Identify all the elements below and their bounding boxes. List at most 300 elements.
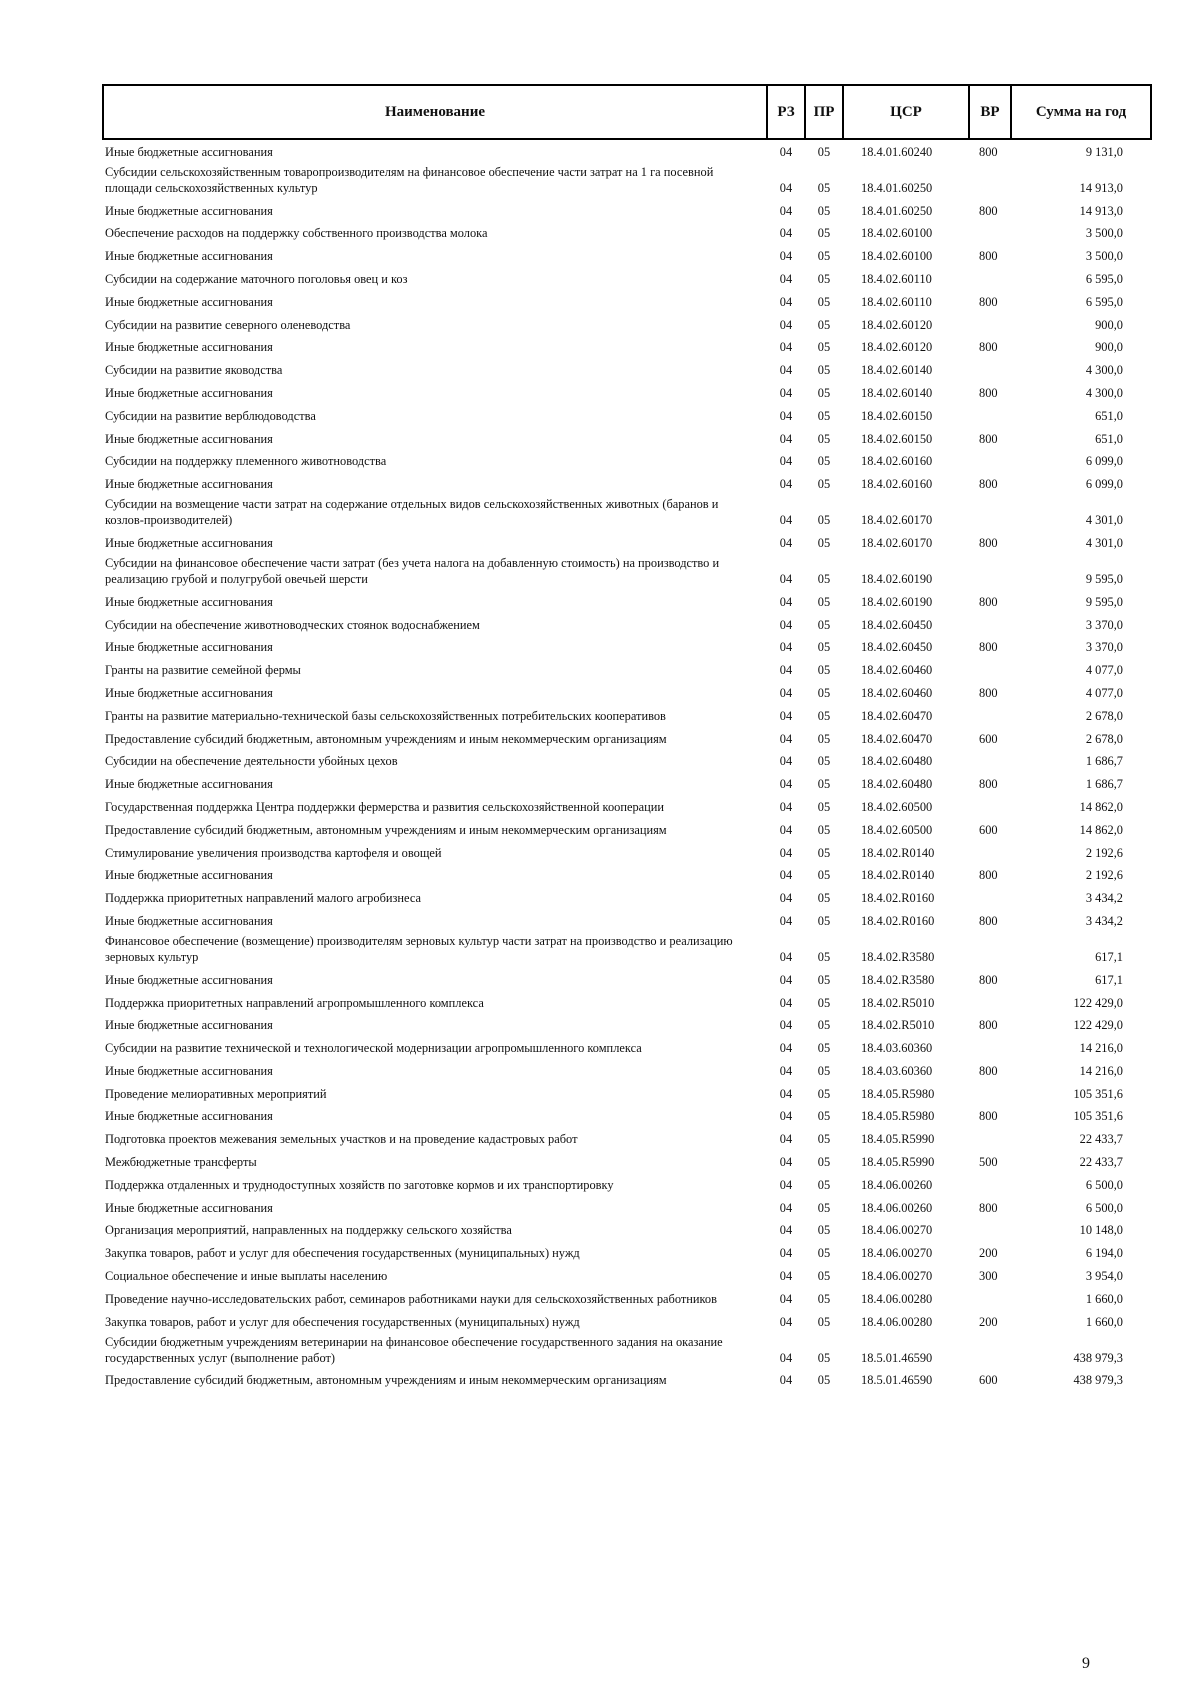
table-row <box>103 1058 1151 1081</box>
cell-pr: 05 <box>817 203 831 218</box>
cell-name: Субсидии на развитие яководства <box>105 363 283 378</box>
cell-rz: 04 <box>779 1109 793 1124</box>
cell-name: Субсидии на обеспечение деятельности убойных цехов <box>105 754 398 769</box>
cell-name: Иные бюджетные ассигнования <box>105 1018 273 1033</box>
cell-vr: 200 <box>979 1246 998 1261</box>
cell-sum: 3 434,2 <box>1085 913 1123 928</box>
cell-csr: 18.4.06.00270 <box>861 1223 933 1238</box>
cell-vr: 500 <box>979 1155 998 1170</box>
cell-name: Предоставление субсидий бюджетным, автономным учреждениям и иным некоммерческим организациям <box>105 1373 667 1388</box>
cell-name: Иные бюджетные ассигнования <box>105 385 273 400</box>
cell-name: Иные бюджетные ассигнования <box>105 685 273 700</box>
cell-name: Иные бюджетные ассигнования <box>105 868 273 883</box>
table-row <box>103 863 1151 886</box>
cell-pr: 05 <box>817 799 831 814</box>
cell-vr <box>969 312 1011 335</box>
cell-name: Закупка товаров, работ и услуг для обеспечения государственных (муниципальных) нужд <box>105 1246 580 1261</box>
cell-csr: 18.4.02.60100 <box>861 249 933 264</box>
cell-pr: 05 <box>817 1314 831 1329</box>
table-row <box>103 1172 1151 1195</box>
cell-vr <box>969 1126 1011 1149</box>
cell-sum: 9 595,0 <box>1085 594 1123 609</box>
cell-vr: 800 <box>979 594 998 609</box>
cell-csr: 18.4.02.60450 <box>861 640 933 655</box>
cell-name: Гранты на развитие материально-технической базы сельскохозяйственных потребительских кооперативов <box>105 708 666 723</box>
cell-vr: 800 <box>979 685 998 700</box>
cell-sum: 651,0 <box>1095 431 1123 446</box>
table-row <box>103 967 1151 990</box>
cell-vr <box>969 1035 1011 1058</box>
table-row <box>103 449 1151 472</box>
cell-name: Поддержка приоритетных направлений малого агробизнеса <box>105 891 421 906</box>
cell-rz: 04 <box>779 868 793 883</box>
table-row <box>103 312 1151 335</box>
cell-rz: 04 <box>779 226 793 241</box>
table-row <box>103 1309 1151 1332</box>
cell-csr: 18.4.02.R3580 <box>861 972 935 987</box>
header-vr: ВР <box>969 85 1011 139</box>
cell-pr: 05 <box>817 249 831 264</box>
cell-name: Субсидии на финансовое обеспечение части затрат (без учета налога на добавленную стоимость) на производство и реализацию грубой и полугрубой овечьей шерсти <box>105 555 720 586</box>
cell-name: Иные бюджетные ассигнования <box>105 340 273 355</box>
cell-vr: 800 <box>979 640 998 655</box>
cell-name: Предоставление субсидий бюджетным, автономным учреждениям и иным некоммерческим организациям <box>105 731 667 746</box>
cell-sum: 105 351,6 <box>1073 1109 1123 1124</box>
cell-csr: 18.4.02.60470 <box>861 708 933 723</box>
cell-csr: 18.4.06.00260 <box>861 1177 933 1192</box>
cell-vr <box>969 1172 1011 1195</box>
cell-pr: 05 <box>817 617 831 632</box>
cell-vr <box>969 357 1011 380</box>
cell-name: Закупка товаров, работ и услуг для обеспечения государственных (муниципальных) нужд <box>105 1314 580 1329</box>
cell-pr: 05 <box>817 913 831 928</box>
cell-csr: 18.4.02.60500 <box>861 799 933 814</box>
cell-vr: 800 <box>979 144 998 159</box>
cell-pr: 05 <box>817 949 831 964</box>
cell-name: Стимулирование увеличения производства картофеля и овощей <box>105 845 442 860</box>
cell-rz: 04 <box>779 640 793 655</box>
cell-rz: 04 <box>779 363 793 378</box>
cell-rz: 04 <box>779 317 793 332</box>
cell-pr: 05 <box>817 317 831 332</box>
table-row <box>103 703 1151 726</box>
cell-sum: 122 429,0 <box>1073 995 1123 1010</box>
cell-rz: 04 <box>779 385 793 400</box>
cell-sum: 6 595,0 <box>1085 271 1123 286</box>
cell-sum: 14 913,0 <box>1079 180 1123 195</box>
cell-rz: 04 <box>779 1350 793 1365</box>
cell-vr: 600 <box>979 731 998 746</box>
table-row <box>103 908 1151 931</box>
cell-sum: 122 429,0 <box>1073 1018 1123 1033</box>
cell-csr: 18.4.02.R5010 <box>861 1018 935 1033</box>
cell-csr: 18.4.02.60120 <box>861 317 933 332</box>
cell-rz: 04 <box>779 1155 793 1170</box>
cell-pr: 05 <box>817 513 831 528</box>
cell-csr: 18.4.01.60240 <box>861 144 933 159</box>
cell-csr: 18.4.05.R5980 <box>861 1086 935 1101</box>
cell-rz: 04 <box>779 845 793 860</box>
cell-csr: 18.4.06.00270 <box>861 1246 933 1261</box>
cell-name: Иные бюджетные ассигнования <box>105 535 273 550</box>
cell-csr: 18.4.02.60500 <box>861 822 933 837</box>
cell-rz: 04 <box>779 663 793 678</box>
cell-vr <box>969 885 1011 908</box>
cell-csr: 18.4.02.R3580 <box>861 949 935 964</box>
cell-pr: 05 <box>817 294 831 309</box>
cell-vr: 800 <box>979 385 998 400</box>
cell-sum: 4 301,0 <box>1085 535 1123 550</box>
table-row <box>103 657 1151 680</box>
cell-pr: 05 <box>817 1373 831 1388</box>
cell-name: Иные бюджетные ассигнования <box>105 249 273 264</box>
cell-vr: 800 <box>979 431 998 446</box>
cell-rz: 04 <box>779 1269 793 1284</box>
cell-name: Субсидии бюджетным учреждениям ветеринарии на финансовое обеспечение государственного задания на оказание государственных услуг (выполнение работ) <box>105 1334 723 1365</box>
cell-name: Иные бюджетные ассигнования <box>105 203 273 218</box>
cell-name: Иные бюджетные ассигнования <box>105 640 273 655</box>
cell-name: Организация мероприятий, направленных на поддержку сельского хозяйства <box>105 1223 512 1238</box>
cell-csr: 18.4.03.60360 <box>861 1041 933 1056</box>
cell-vr <box>969 266 1011 289</box>
cell-sum: 3 500,0 <box>1085 249 1123 264</box>
cell-csr: 18.4.02.60170 <box>861 513 933 528</box>
cell-sum: 9 131,0 <box>1085 144 1123 159</box>
cell-name: Иные бюджетные ассигнования <box>105 294 273 309</box>
table-row <box>103 749 1151 772</box>
cell-pr: 05 <box>817 685 831 700</box>
cell-vr: 800 <box>979 972 998 987</box>
header-pr: ПР <box>805 85 843 139</box>
cell-sum: 4 077,0 <box>1085 663 1123 678</box>
table-row <box>103 221 1151 244</box>
table-row <box>103 139 1151 162</box>
cell-pr: 05 <box>817 226 831 241</box>
cell-vr <box>969 657 1011 680</box>
table-row <box>103 885 1151 908</box>
cell-name: Иные бюджетные ассигнования <box>105 1109 273 1124</box>
cell-rz: 04 <box>779 891 793 906</box>
table-row <box>103 494 1151 530</box>
cell-name: Субсидии на содержание маточного поголовья овец и коз <box>105 271 408 286</box>
cell-pr: 05 <box>817 1109 831 1124</box>
cell-pr: 05 <box>817 1132 831 1147</box>
cell-rz: 04 <box>779 799 793 814</box>
cell-rz: 04 <box>779 913 793 928</box>
cell-pr: 05 <box>817 663 831 678</box>
table-row <box>103 589 1151 612</box>
cell-pr: 05 <box>817 1223 831 1238</box>
cell-pr: 05 <box>817 1063 831 1078</box>
table-row <box>103 635 1151 658</box>
cell-vr <box>969 494 1011 530</box>
cell-sum: 14 913,0 <box>1079 203 1123 218</box>
cell-rz: 04 <box>779 685 793 700</box>
cell-sum: 4 301,0 <box>1085 513 1123 528</box>
cell-pr: 05 <box>817 1041 831 1056</box>
cell-sum: 22 433,7 <box>1079 1132 1123 1147</box>
cell-sum: 105 351,6 <box>1073 1086 1123 1101</box>
cell-vr <box>969 553 1011 589</box>
page-number: 9 <box>1082 1655 1090 1672</box>
cell-pr: 05 <box>817 1246 831 1261</box>
cell-name: Проведение мелиоративных мероприятий <box>105 1086 327 1101</box>
table-row <box>103 403 1151 426</box>
table-row <box>103 1104 1151 1127</box>
cell-name: Иные бюджетные ассигнования <box>105 972 273 987</box>
cell-csr: 18.4.02.60160 <box>861 477 933 492</box>
cell-pr: 05 <box>817 1018 831 1033</box>
cell-sum: 14 216,0 <box>1079 1041 1123 1056</box>
cell-name: Обеспечение расходов на поддержку собственного производства молока <box>105 226 488 241</box>
cell-rz: 04 <box>779 822 793 837</box>
cell-rz: 04 <box>779 731 793 746</box>
cell-name: Государственная поддержка Центра поддержки фермерства и развития сельскохозяйственной кооперации <box>105 799 665 814</box>
cell-name: Межбюджетные трансферты <box>105 1155 257 1170</box>
cell-rz: 04 <box>779 535 793 550</box>
header-csr: ЦСР <box>843 85 969 139</box>
table-body <box>103 139 1151 1390</box>
cell-pr: 05 <box>817 385 831 400</box>
cell-sum: 6 194,0 <box>1085 1246 1123 1261</box>
cell-rz: 04 <box>779 1086 793 1101</box>
cell-name: Поддержка приоритетных направлений агропромышленного комплекса <box>105 995 484 1010</box>
cell-rz: 04 <box>779 777 793 792</box>
cell-vr: 800 <box>979 535 998 550</box>
cell-vr <box>969 1286 1011 1309</box>
cell-name: Иные бюджетные ассигнования <box>105 1200 273 1215</box>
cell-name: Иные бюджетные ассигнования <box>105 477 273 492</box>
cell-rz: 04 <box>779 1223 793 1238</box>
cell-sum: 22 433,7 <box>1079 1155 1123 1170</box>
cell-vr: 800 <box>979 1200 998 1215</box>
cell-vr: 800 <box>979 913 998 928</box>
cell-pr: 05 <box>817 1350 831 1365</box>
cell-name: Иные бюджетные ассигнования <box>105 144 273 159</box>
table-row <box>103 680 1151 703</box>
table-row <box>103 530 1151 553</box>
cell-rz: 04 <box>779 477 793 492</box>
cell-csr: 18.4.02.60460 <box>861 685 933 700</box>
cell-rz: 04 <box>779 949 793 964</box>
cell-csr: 18.4.01.60250 <box>861 180 933 195</box>
cell-rz: 04 <box>779 1132 793 1147</box>
header-rz: РЗ <box>767 85 805 139</box>
table-row <box>103 1195 1151 1218</box>
cell-rz: 04 <box>779 617 793 632</box>
cell-rz: 04 <box>779 1314 793 1329</box>
cell-csr: 18.4.02.60480 <box>861 777 933 792</box>
cell-pr: 05 <box>817 995 831 1010</box>
cell-pr: 05 <box>817 891 831 906</box>
cell-vr: 800 <box>979 1018 998 1033</box>
cell-pr: 05 <box>817 731 831 746</box>
cell-csr: 18.4.06.00280 <box>861 1314 933 1329</box>
cell-csr: 18.4.02.60140 <box>861 385 933 400</box>
budget-table-container <box>102 84 1150 1390</box>
cell-sum: 14 862,0 <box>1079 799 1123 814</box>
cell-csr: 18.4.02.60110 <box>861 294 932 309</box>
cell-pr: 05 <box>817 408 831 423</box>
cell-rz: 04 <box>779 1177 793 1192</box>
cell-sum: 2 192,6 <box>1085 868 1123 883</box>
cell-name: Предоставление субсидий бюджетным, автономным учреждениям и иным некоммерческим организациям <box>105 822 667 837</box>
cell-name: Социальное обеспечение и иные выплаты населению <box>105 1269 388 1284</box>
cell-sum: 4 300,0 <box>1085 385 1123 400</box>
cell-sum: 2 678,0 <box>1085 731 1123 746</box>
cell-pr: 05 <box>817 754 831 769</box>
cell-pr: 05 <box>817 180 831 195</box>
cell-pr: 05 <box>817 868 831 883</box>
cell-rz: 04 <box>779 144 793 159</box>
cell-vr: 800 <box>979 477 998 492</box>
cell-vr <box>969 221 1011 244</box>
cell-pr: 05 <box>817 1200 831 1215</box>
cell-sum: 438 979,3 <box>1073 1373 1123 1388</box>
cell-pr: 05 <box>817 972 831 987</box>
cell-pr: 05 <box>817 1269 831 1284</box>
cell-pr: 05 <box>817 594 831 609</box>
table-row <box>103 1081 1151 1104</box>
cell-csr: 18.4.02.R5010 <box>861 995 935 1010</box>
cell-rz: 04 <box>779 972 793 987</box>
cell-name: Иные бюджетные ассигнования <box>105 913 273 928</box>
cell-sum: 3 434,2 <box>1085 891 1123 906</box>
table-row <box>103 198 1151 221</box>
cell-vr: 800 <box>979 1109 998 1124</box>
cell-pr: 05 <box>817 1086 831 1101</box>
cell-vr <box>969 703 1011 726</box>
cell-name: Иные бюджетные ассигнования <box>105 594 273 609</box>
cell-name: Субсидии на поддержку племенного животноводства <box>105 454 387 469</box>
cell-csr: 18.4.02.60190 <box>861 594 933 609</box>
cell-pr: 05 <box>817 1177 831 1192</box>
cell-csr: 18.4.06.00260 <box>861 1200 933 1215</box>
cell-rz: 04 <box>779 294 793 309</box>
cell-rz: 04 <box>779 180 793 195</box>
cell-name: Субсидии на развитие технической и технологической модернизации агропромышленного комплекса <box>105 1041 642 1056</box>
table-row <box>103 771 1151 794</box>
cell-csr: 18.4.02.60150 <box>861 431 933 446</box>
table-row <box>103 794 1151 817</box>
cell-name: Подготовка проектов межевания земельных участков и на проведение кадастровых работ <box>105 1132 578 1147</box>
cell-rz: 04 <box>779 340 793 355</box>
cell-rz: 04 <box>779 571 793 586</box>
cell-sum: 3 370,0 <box>1085 617 1123 632</box>
cell-pr: 05 <box>817 777 831 792</box>
cell-rz: 04 <box>779 408 793 423</box>
cell-rz: 04 <box>779 271 793 286</box>
cell-rz: 04 <box>779 249 793 264</box>
cell-rz: 04 <box>779 995 793 1010</box>
table-row <box>103 357 1151 380</box>
cell-sum: 900,0 <box>1095 340 1123 355</box>
cell-csr: 18.4.02.60450 <box>861 617 933 632</box>
cell-rz: 04 <box>779 708 793 723</box>
table-row <box>103 1332 1151 1368</box>
table-row <box>103 817 1151 840</box>
cell-csr: 18.4.05.R5990 <box>861 1155 935 1170</box>
cell-vr <box>969 931 1011 967</box>
table-row <box>103 990 1151 1013</box>
table-row <box>103 1218 1151 1241</box>
cell-rz: 04 <box>779 1063 793 1078</box>
cell-vr <box>969 840 1011 863</box>
cell-pr: 05 <box>817 1291 831 1306</box>
cell-csr: 18.4.02.60160 <box>861 454 933 469</box>
cell-csr: 18.4.02.60480 <box>861 754 933 769</box>
cell-csr: 18.4.02.60110 <box>861 271 932 286</box>
cell-sum: 4 300,0 <box>1085 363 1123 378</box>
table-row <box>103 1263 1151 1286</box>
cell-pr: 05 <box>817 845 831 860</box>
cell-rz: 04 <box>779 1246 793 1261</box>
cell-vr <box>969 403 1011 426</box>
cell-csr: 18.4.02.60150 <box>861 408 933 423</box>
cell-name: Финансовое обеспечение (возмещение) производителям зерновых культур части затрат на производство и реализацию зерновых культур <box>105 933 733 964</box>
table-row <box>103 1368 1151 1391</box>
cell-vr: 800 <box>979 777 998 792</box>
cell-pr: 05 <box>817 363 831 378</box>
cell-csr: 18.5.01.46590 <box>861 1373 933 1388</box>
cell-rz: 04 <box>779 1200 793 1215</box>
cell-csr: 18.4.02.R0140 <box>861 868 935 883</box>
cell-sum: 1 686,7 <box>1085 777 1123 792</box>
cell-sum: 6 500,0 <box>1085 1177 1123 1192</box>
cell-csr: 18.4.06.00280 <box>861 1291 933 1306</box>
cell-pr: 05 <box>817 454 831 469</box>
cell-csr: 18.4.02.60120 <box>861 340 933 355</box>
cell-csr: 18.4.02.60190 <box>861 571 933 586</box>
cell-name: Субсидии на развитие северного оленеводства <box>105 317 351 332</box>
cell-sum: 3 370,0 <box>1085 640 1123 655</box>
table-header <box>103 85 1151 139</box>
cell-vr: 800 <box>979 340 998 355</box>
cell-csr: 18.4.02.R0140 <box>861 845 935 860</box>
header-name: Наименование <box>103 85 767 139</box>
table-row <box>103 243 1151 266</box>
cell-sum: 9 595,0 <box>1085 571 1123 586</box>
cell-vr <box>969 794 1011 817</box>
cell-name: Поддержка отдаленных и труднодоступных хозяйств по заготовке кормов и их транспортировку <box>105 1177 614 1192</box>
cell-sum: 438 979,3 <box>1073 1350 1123 1365</box>
table-row <box>103 380 1151 403</box>
cell-csr: 18.4.05.R5980 <box>861 1109 935 1124</box>
cell-sum: 1 686,7 <box>1085 754 1123 769</box>
cell-csr: 18.4.02.60170 <box>861 535 933 550</box>
cell-name: Субсидии на развитие верблюдоводства <box>105 408 316 423</box>
cell-vr: 800 <box>979 249 998 264</box>
cell-rz: 04 <box>779 1291 793 1306</box>
cell-vr: 800 <box>979 294 998 309</box>
cell-name: Субсидии на обеспечение животноводческих стоянок водоснабжением <box>105 617 480 632</box>
cell-vr <box>969 162 1011 198</box>
cell-sum: 1 660,0 <box>1085 1314 1123 1329</box>
cell-pr: 05 <box>817 431 831 446</box>
cell-sum: 617,1 <box>1095 949 1123 964</box>
table-row <box>103 1013 1151 1036</box>
cell-vr: 600 <box>979 1373 998 1388</box>
cell-vr <box>969 612 1011 635</box>
cell-sum: 3 500,0 <box>1085 226 1123 241</box>
cell-pr: 05 <box>817 340 831 355</box>
cell-pr: 05 <box>817 708 831 723</box>
cell-vr: 800 <box>979 203 998 218</box>
cell-csr: 18.4.03.60360 <box>861 1063 933 1078</box>
cell-sum: 6 099,0 <box>1085 477 1123 492</box>
table-row <box>103 162 1151 198</box>
table-row <box>103 1286 1151 1309</box>
